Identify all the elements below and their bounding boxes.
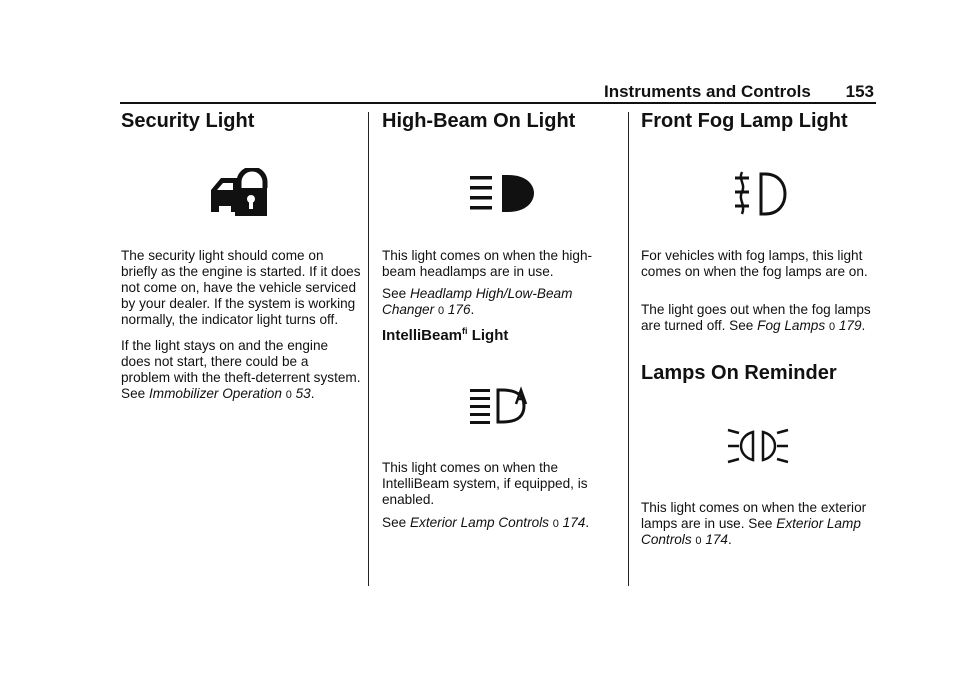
link-exterior-lamp-controls[interactable]: Exterior Lamp Controls [641, 516, 861, 547]
page-ref[interactable]: 174 [562, 515, 586, 530]
column-divider [368, 112, 369, 586]
high-beam-para: This light comes on when the high-beam headlamps are in use. [382, 248, 593, 279]
page-ref[interactable]: 174 [705, 532, 728, 547]
intellibeam-see: See Exterior Lamp Controls 0 174. [382, 515, 590, 530]
link-headlamp-changer[interactable]: Headlamp High/Low-Beam Changer [382, 286, 573, 317]
security-para-2: If the light stays on and the engine does not start, there could be a problem with the theft-deterrent system. See Immobilizer Operation 0 53. [121, 338, 361, 401]
header-rule [120, 102, 876, 104]
link-fog-lamps[interactable]: Fog Lamps [757, 318, 826, 333]
section-title: Instruments and Controls [604, 82, 811, 101]
link-exterior-lamp-controls[interactable]: Exterior Lamp Controls [409, 515, 549, 530]
security-lock-icon [209, 168, 269, 220]
page-ref[interactable]: 176 [447, 302, 471, 317]
fog-para-2: The light goes out when the fog lamps are turned off. See Fog Lamps 0 179. [641, 302, 871, 333]
link-immobilizer[interactable]: Immobilizer Operation [148, 386, 282, 401]
page-ref[interactable]: 53 [295, 386, 311, 401]
page-number: 153 [845, 82, 874, 101]
lamps-on-icon [725, 426, 791, 466]
page-header [604, 82, 876, 104]
high-beam-icon [468, 174, 536, 214]
heading-fog-lamp: Front Fog Lamp Light [641, 110, 848, 132]
fog-para-1: For vehicles with fog lamps, this light comes on when the fog lamps are on. [641, 248, 868, 279]
lamps-on-para: This light comes on when the exterior lamps are in use. See Exterior Lamp Controls 0 174. [641, 500, 867, 547]
heading-lamps-on-reminder: Lamps On Reminder [641, 362, 837, 384]
intellibeam-para: This light comes on when the IntelliBeam system, if equipped, is enabled. [382, 460, 588, 507]
heading-security-light: Security Light [121, 110, 255, 132]
fog-lamp-icon [729, 168, 789, 220]
high-beam-see: See Headlamp High/Low-Beam Changer 0 176. [382, 286, 573, 317]
security-para-1: The security light should come on briefly as the engine is started. If it does not come on, have the vehicle serviced by your dealer. If the system is working normally, the indicator light turns off. [121, 248, 361, 327]
heading-high-beam: High-Beam On Light [382, 110, 576, 132]
intellibeam-icon [468, 386, 534, 426]
column-divider [628, 112, 629, 586]
heading-intellibeam: IntelliBeam$^{fi}$ Light [382, 326, 509, 344]
page-ref[interactable]: 179 [838, 318, 862, 333]
